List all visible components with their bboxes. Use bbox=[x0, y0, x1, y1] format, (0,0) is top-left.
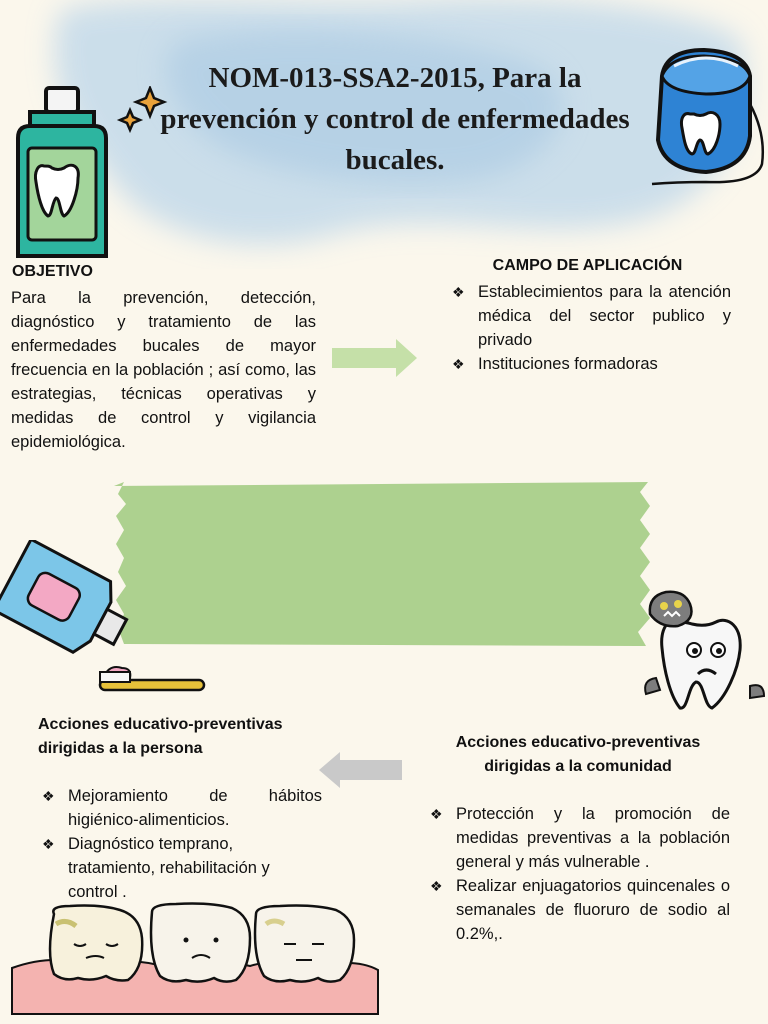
campo-item-text: Instituciones formadoras bbox=[478, 355, 658, 373]
dental-floss-icon bbox=[646, 44, 768, 194]
comunidad-heading: Acciones educativo-preventivas dirigidas a la comunidad bbox=[455, 734, 701, 775]
persona-list bbox=[38, 784, 322, 904]
bullet-icon: ❖ bbox=[430, 806, 443, 822]
bullet-icon: ❖ bbox=[42, 836, 55, 852]
page-title: NOM-013-SSA2-2015, Para la prevención y control de enfermedades bucales. bbox=[160, 62, 630, 176]
comunidad-list bbox=[426, 802, 730, 946]
persona-item-text: Mejoramiento de hábitos higiénico-alimenticios. bbox=[68, 787, 322, 829]
campo-heading: CAMPO DE APLICACIÓN bbox=[492, 257, 683, 274]
toothpaste-icon bbox=[0, 540, 206, 700]
bullet-icon: ❖ bbox=[452, 356, 465, 372]
persona-item-text: Diagnóstico temprano, tratamiento, rehabilitación y control . bbox=[68, 835, 270, 901]
list-item bbox=[448, 352, 731, 376]
bullet-icon: ❖ bbox=[42, 788, 55, 804]
objetivo-text: Para la prevención, detección, diagnóstico y tratamiento de las enfermedades bucales de mayor frecuencia en la población ; así como, las estrategias, técnicas operativas y medidas de control y vigilancia epidemiológica. bbox=[11, 289, 316, 451]
sparkle-icon bbox=[116, 86, 168, 138]
list-item bbox=[448, 280, 731, 352]
bullet-icon: ❖ bbox=[452, 284, 465, 300]
list-item bbox=[38, 832, 322, 904]
list-item bbox=[38, 784, 322, 832]
mouthwash-bottle-icon bbox=[8, 86, 116, 262]
objetivo-heading: OBJETIVO bbox=[12, 263, 93, 280]
teeth-illustration bbox=[10, 898, 380, 1016]
arrow-right-icon bbox=[330, 338, 418, 378]
list-item bbox=[426, 802, 730, 874]
list-item bbox=[426, 874, 730, 946]
campo-item-text: Establecimientos para la atención médica del sector publico y privado bbox=[478, 283, 731, 349]
sad-tooth-germ-icon bbox=[638, 586, 768, 714]
arrow-left-icon bbox=[318, 752, 404, 788]
bullet-icon: ❖ bbox=[430, 878, 443, 894]
comunidad-item-text: Protección y la promoción de medidas preventivas a la población general y más vulnerable . bbox=[456, 805, 730, 871]
comunidad-item-text: Realizar enjuagatorios quincenales o semanales de fluoruro de sodio al 0.2%,. bbox=[456, 877, 730, 943]
persona-heading: Acciones educativo-preventivas dirigidas a la persona bbox=[38, 716, 283, 757]
campo-list bbox=[448, 280, 731, 376]
